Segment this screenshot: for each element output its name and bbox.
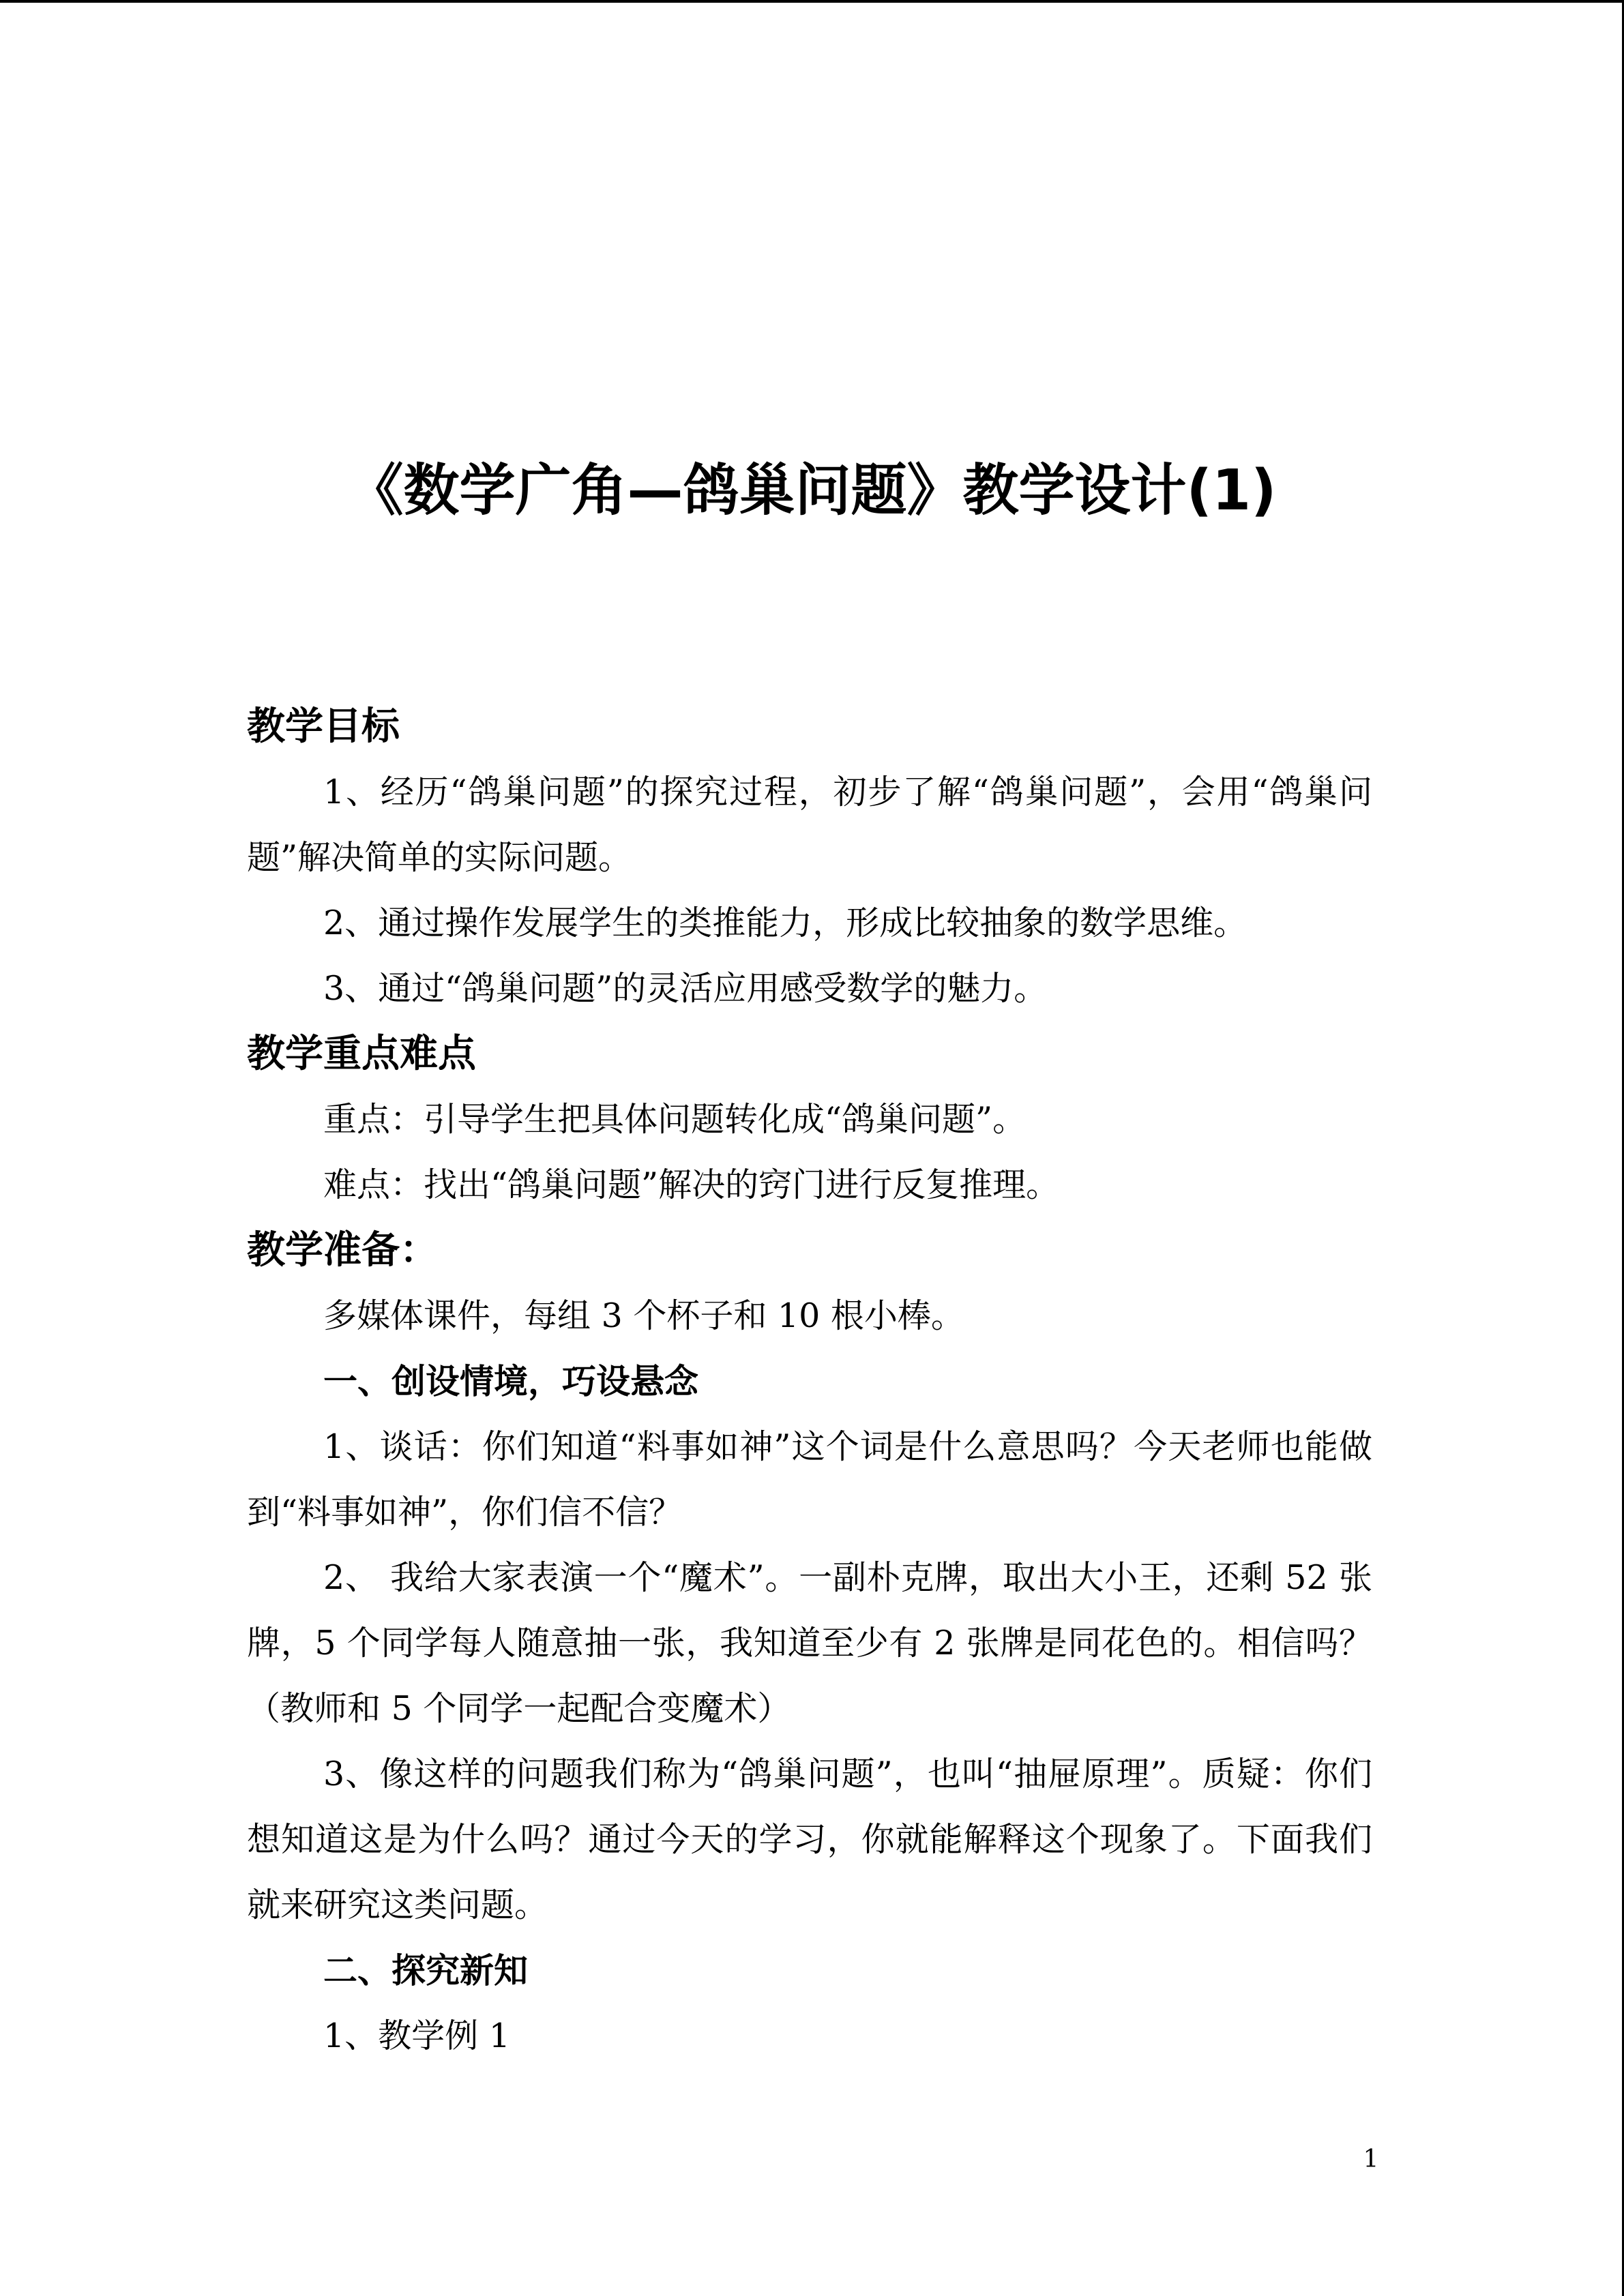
part-one-item: 2、 我给大家表演一个“魔术”。一副朴克牌，取出大小王，还剩 52 张牌，5 个同学每人随意抽一张，我知道至少有 2 张牌是同花色的。相信吗？（教师和 5 个同学一起配合变魔术） [247,1558,1372,1728]
page-number: 1 [1363,2145,1379,2173]
document-title: 《数学广角—鸽巢问题》教学设计(1) [347,458,1277,523]
objective-item: 2、通过操作发展学生的类推能力，形成比较抽象的数学思维。 [323,904,1247,942]
part-one-item: 3、像这样的问题我们称为“鸽巢问题”，也叫“抽屉原理”。质疑：你们想知道这是为什么吗？通过今天的学习，你就能解释这个现象了。下面我们就来研究这类问题。 [247,1755,1372,1924]
part-one-item: 1、谈话：你们知道“料事如神”这个词是什么意思吗？今天老师也能做到“料事如神”，你们信不信？ [247,1427,1372,1532]
page-top-border [0,0,1624,3]
section-heading-objectives: 教学目标 [247,704,400,749]
document-body [247,694,1372,2069]
section-heading-key-points: 教学重点难点 [247,1032,476,1076]
section-heading-part-one: 一、创设情境，巧设悬念 [323,1362,698,1401]
preparation-item: 多媒体课件，每组 3 个杯子和 10 根小棒。 [323,1296,964,1335]
key-point-item: 难点：找出“鸽巢问题”解决的窍门进行反复推理。 [323,1165,1060,1204]
key-point-item: 重点：引导学生把具体问题转化成“鸽巢问题”。 [323,1100,1027,1139]
section-heading-part-two: 二、探究新知 [323,1951,528,1991]
part-two-item: 1、教学例 1 [323,2016,510,2055]
objective-item: 3、通过“鸽巢问题”的灵活应用感受数学的魅力。 [323,969,1048,1008]
objective-item: 1、经历“鸽巢问题”的探究过程，初步了解“鸽巢问题”，会用“鸽巢问题”解决简单的实际问题。 [247,773,1372,877]
section-heading-preparation: 教学准备： [247,1228,438,1272]
